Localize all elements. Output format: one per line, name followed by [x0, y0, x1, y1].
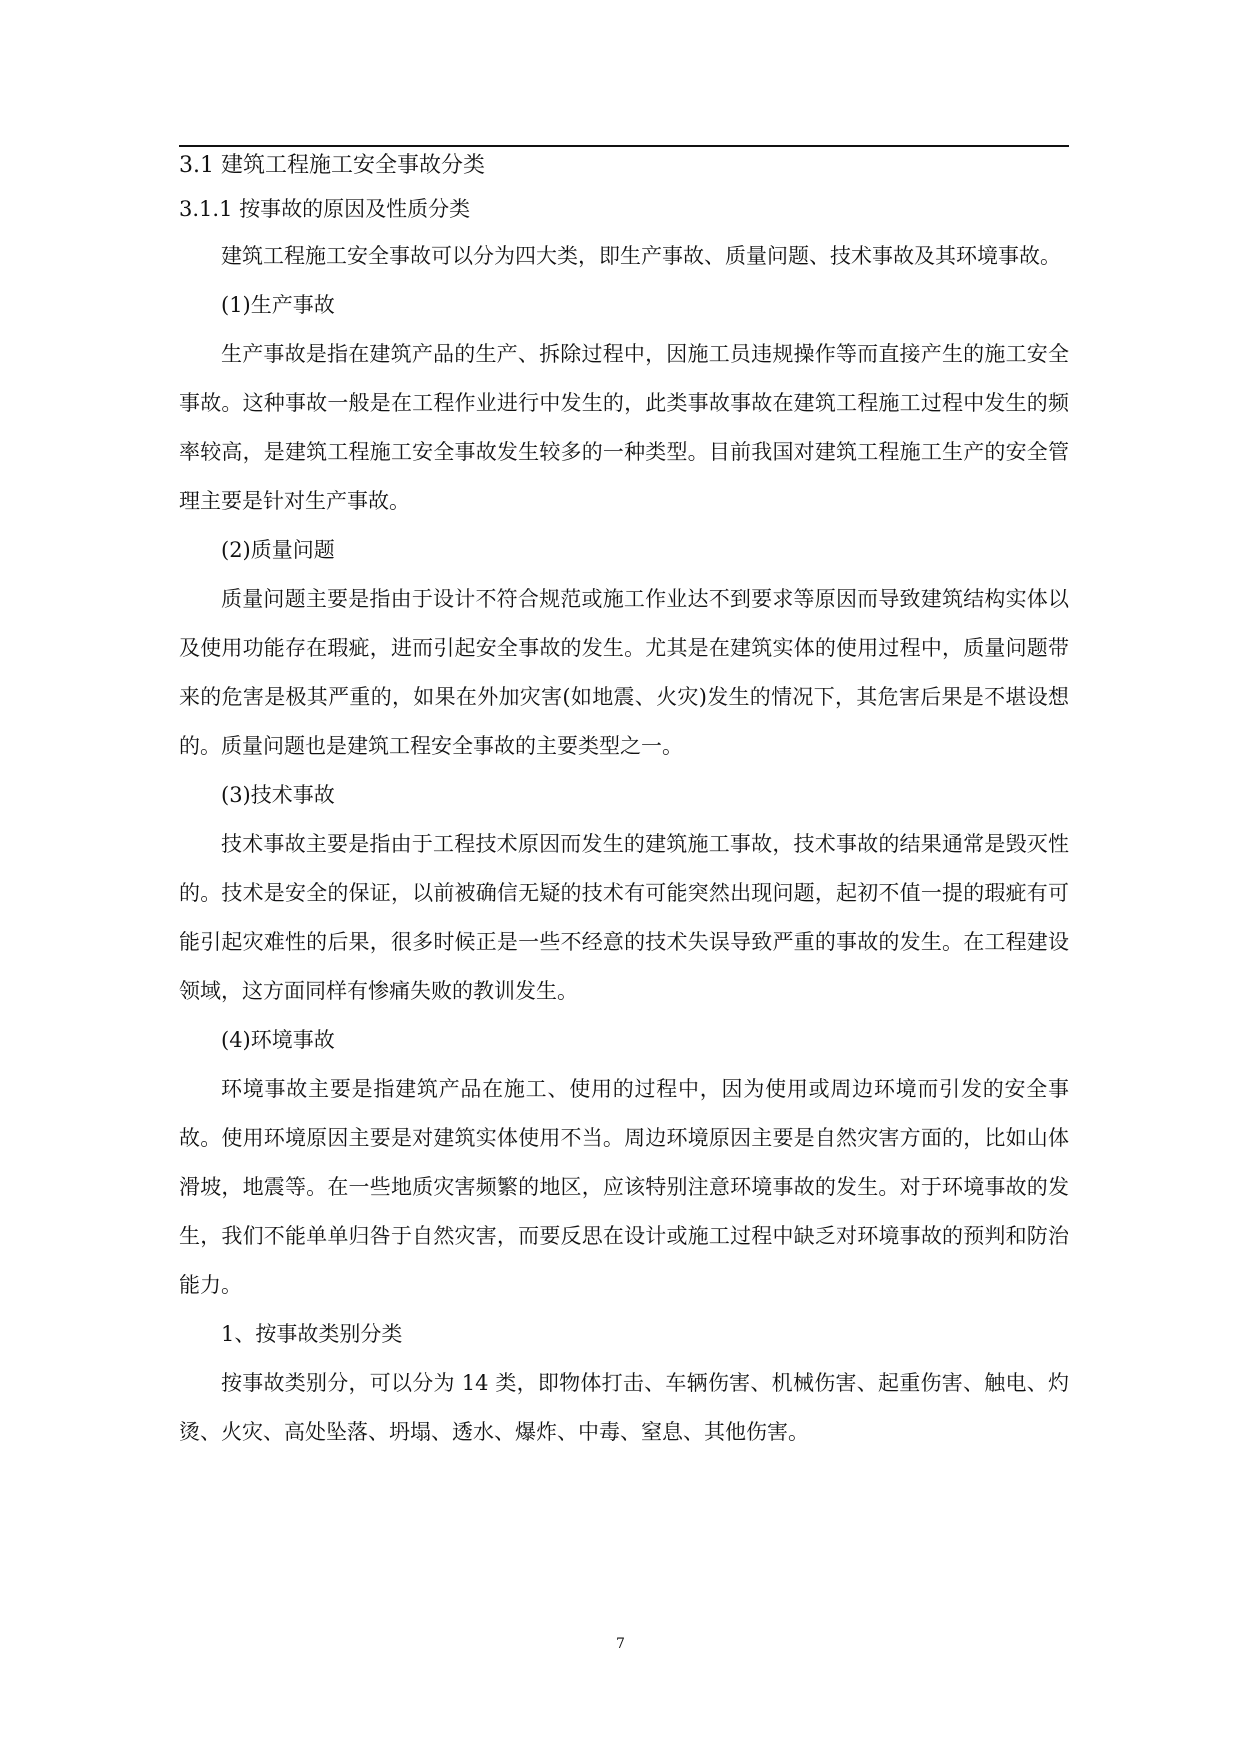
section-title: 3.1 建筑工程施工安全事故分类: [179, 153, 485, 178]
intro-paragraph: 建筑工程施工安全事故可以分为四大类，即生产事故、质量问题、技术事故及其环境事故。: [221, 244, 1061, 268]
item-heading-technical: (3)技术事故: [221, 783, 335, 807]
item-heading-quality: (2)质量问题: [221, 538, 335, 562]
item-text-production: 生产事故是指在建筑产品的生产、拆除过程中，因施工员违规操作等而直接产生的施工安全事故。这种事故一般是在工程作业进行中发生的，此类事故事故在建筑工程施工过程中发生的频率较高，是建筑工程施工安全事故发生较多的一种类型。目前我国对建筑工程施工生产的安全管理主要是针对生产事故。: [179, 342, 1069, 513]
page-number: 7: [616, 1636, 625, 1652]
page-content: [179, 148, 1069, 1457]
item-text-environment: 环境事故主要是指建筑产品在施工、使用的过程中，因为使用或周边环境而引发的安全事故。使用环境原因主要是对建筑实体使用不当。周边环境原因主要是自然灾害方面的，比如山体滑坡，地震等。在一些地质灾害频繁的地区，应该特别注意环境事故的发生。对于环境事故的发生，我们不能单单归咎于自然灾害，而要反思在设计或施工过程中缺乏对环境事故的预判和防治能力。: [179, 1077, 1069, 1297]
header-rule: [179, 145, 1069, 147]
category-text: 按事故类别分，可以分为 14 类，即物体打击、车辆伤害、机械伤害、起重伤害、触电、灼烫、火灾、高处坠落、坍塌、透水、爆炸、中毒、窒息、其他伤害。: [179, 1371, 1069, 1444]
item-text-quality: 质量问题主要是指由于设计不符合规范或施工作业达不到要求等原因而导致建筑结构实体以及使用功能存在瑕疵，进而引起安全事故的发生。尤其是在建筑实体的使用过程中，质量问题带来的危害是极其严重的，如果在外加灾害(如地震、火灾)发生的情况下，其危害后果是不堪设想的。质量问题也是建筑工程安全事故的主要类型之一。: [179, 587, 1069, 758]
item-heading-environment: (4)环境事故: [221, 1028, 335, 1052]
subsection-title: 3.1.1 按事故的原因及性质分类: [179, 197, 471, 221]
item-heading-production: (1)生产事故: [221, 293, 335, 317]
item-text-technical: 技术事故主要是指由于工程技术原因而发生的建筑施工事故，技术事故的结果通常是毁灭性的。技术是安全的保证，以前被确信无疑的技术有可能突然出现问题，起初不值一提的瑕疵有可能引起灾难性的后果，很多时候正是一些不经意的技术失误导致严重的事故的发生。在工程建设领域，这方面同样有惨痛失败的教训发生。: [179, 832, 1069, 1003]
category-heading: 1、按事故类别分类: [221, 1322, 403, 1346]
